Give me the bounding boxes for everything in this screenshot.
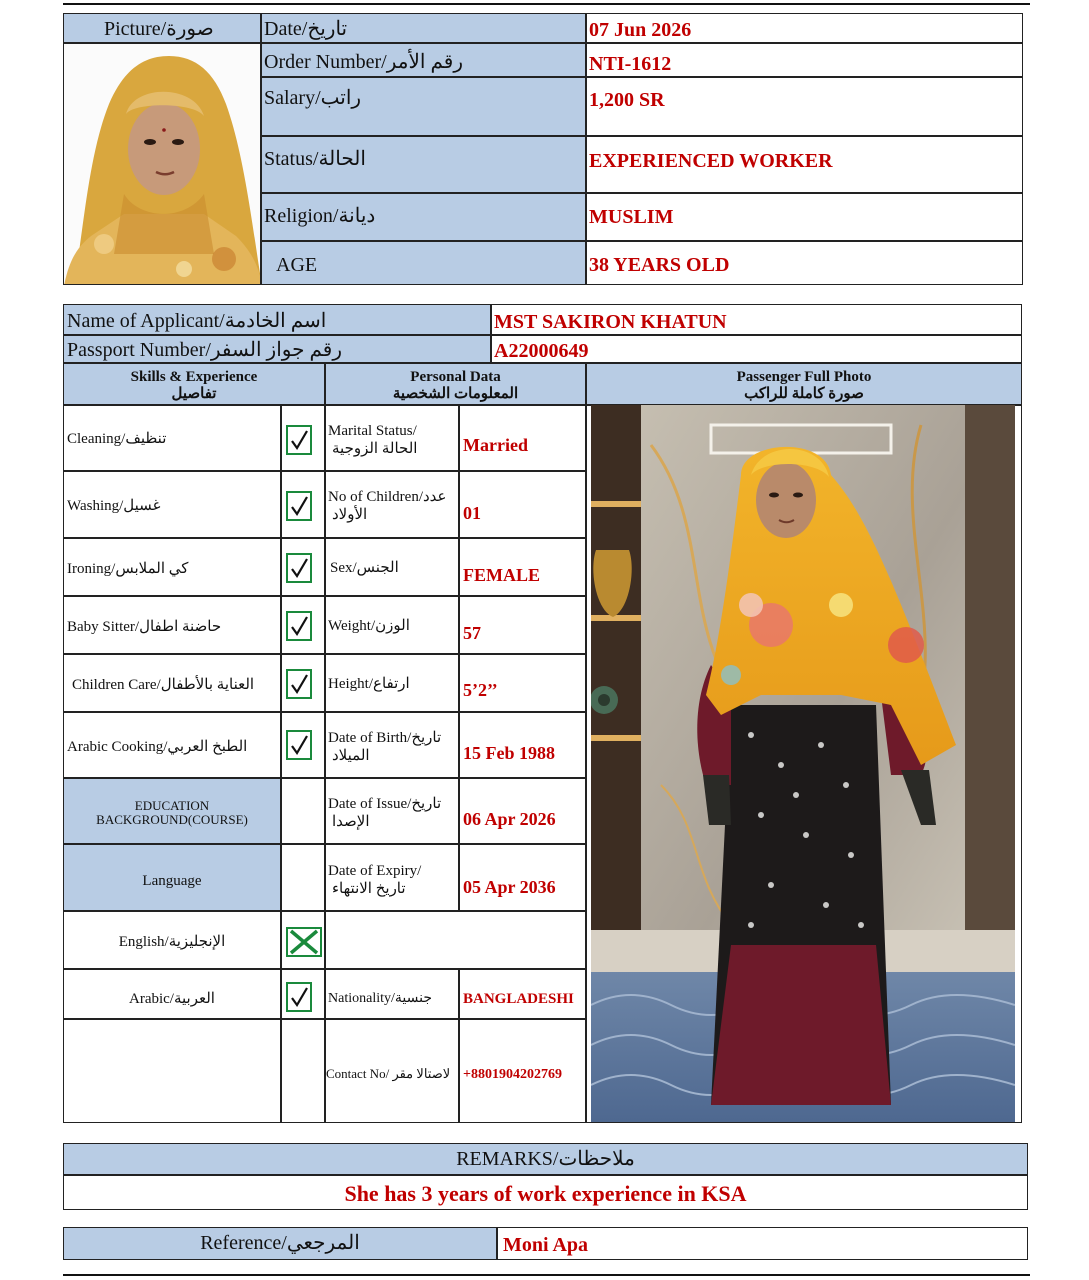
checkbox-crossed[interactable] — [286, 927, 322, 957]
personal-label-issue — [325, 778, 459, 844]
date-of-issue-value: 06 Apr 2026 — [463, 809, 556, 829]
status-label: Status/الحالة — [264, 148, 366, 170]
skills-subtitle: تفاصيل — [171, 386, 217, 403]
check-mark-icon — [288, 493, 310, 519]
personal-value-marital — [459, 405, 586, 471]
top-rule — [63, 3, 1030, 5]
religion-label: Religion/ديانة — [264, 205, 376, 227]
checkbox-checked[interactable] — [286, 730, 312, 760]
date-of-expiry-label: Date of Expiry/ — [328, 863, 422, 879]
skills-empty-check-cell — [281, 1019, 325, 1123]
status-value: EXPERIENCED WORKER — [589, 150, 833, 172]
remarks-text: She has 3 years of work experience in KSA — [344, 1181, 747, 1206]
personal-label-sex — [325, 538, 459, 596]
checkbox-checked[interactable] — [286, 491, 312, 521]
passport-number-value: A22000649 — [494, 340, 589, 362]
order-number-value: NTI-1612 — [589, 53, 672, 75]
education-check-cell — [281, 778, 325, 844]
personal-label-dob — [325, 712, 459, 778]
skill-row-washing — [63, 471, 281, 538]
skill-label: Ironing/كي الملابس — [67, 561, 189, 577]
skill-row-children-care — [63, 654, 281, 712]
language-check-cell — [281, 911, 325, 969]
portrait-illustration — [64, 44, 261, 285]
language-check-cell — [281, 969, 325, 1019]
date-of-issue-label: Date of Issue/تاريخ — [328, 796, 442, 812]
nationality-value: BANGLADESHI — [463, 991, 574, 1007]
skill-label: Children Care/العناية بالأطفال — [72, 677, 255, 693]
language-row-arabic — [63, 969, 281, 1019]
personal-label-contact — [325, 1019, 459, 1123]
personal-value-dob — [459, 712, 586, 778]
date-label: Date/تاريخ — [264, 18, 348, 40]
age-label-cell — [261, 241, 586, 285]
personal-label-marital — [325, 405, 459, 471]
skills-empty-cell — [63, 1019, 281, 1123]
skill-check-cell — [281, 405, 325, 471]
marital-status-label-ar: الحالة الزوجية — [332, 441, 418, 457]
applicant-name-label: Name of Applicant/اسم الخادمة — [67, 310, 327, 332]
date-of-issue-label-ar: الإصدا — [332, 814, 370, 830]
date-of-expiry-label-ar: تاريخ الانتهاء — [332, 881, 406, 897]
cross-mark-icon — [288, 929, 320, 955]
sex-label: Sex/الجنس — [330, 560, 399, 576]
personal-label-weight — [325, 596, 459, 654]
photo-subtitle: صورة كاملة للراكب — [744, 386, 864, 403]
children-label-ar: الأولاد — [332, 507, 368, 523]
checkbox-checked[interactable] — [286, 553, 312, 583]
date-of-birth-label-ar: الميلاد — [332, 748, 370, 764]
reference-value: Moni Apa — [503, 1234, 589, 1256]
contact-value: +8801904202769 — [463, 1067, 562, 1082]
salary-value-cell — [586, 77, 1023, 136]
skills-header — [63, 363, 325, 405]
reference-value-cell — [497, 1227, 1028, 1260]
sex-value: FEMALE — [463, 565, 541, 585]
personal-title: Personal Data — [410, 369, 501, 385]
religion-value-cell — [586, 193, 1023, 241]
applicant-name-value: MST SAKIRON KHATUN — [494, 311, 727, 333]
checkbox-checked[interactable] — [286, 982, 312, 1012]
skill-label: Baby Sitter/حاضنة اطفال — [67, 619, 222, 635]
date-label-cell — [261, 13, 586, 43]
salary-label: Salary/راتب — [264, 87, 362, 109]
personal-value-expiry — [459, 844, 586, 911]
remarks-label: REMARKS/ملاحظات — [456, 1148, 635, 1170]
passenger-full-photo — [591, 405, 1015, 1122]
contact-label: Contact No/ لاصتالا مقر — [326, 1066, 451, 1081]
religion-value: MUSLIM — [589, 206, 674, 228]
date-of-birth-label: Date of Birth/تاريخ — [328, 730, 442, 746]
personal-subtitle: المعلومات الشخصية — [392, 386, 519, 403]
picture-label-cell — [63, 13, 261, 43]
age-value: 38 YEARS OLD — [589, 254, 730, 276]
check-mark-icon — [288, 732, 310, 758]
check-mark-icon — [288, 671, 310, 697]
passport-value-cell — [491, 335, 1022, 363]
marital-status-label: Marital Status/ — [328, 423, 417, 439]
check-mark-icon — [288, 984, 310, 1010]
personal-label-height — [325, 654, 459, 712]
portrait-photo — [63, 43, 261, 285]
skill-label: Washing/غسيل — [67, 498, 161, 514]
reference-label-cell — [63, 1227, 497, 1260]
applicant-name-value-cell — [491, 304, 1022, 335]
check-mark-icon — [288, 555, 310, 581]
photo-title: Passenger Full Photo — [736, 369, 872, 385]
language-cell — [63, 844, 281, 911]
bottom-rule — [63, 1274, 1030, 1276]
check-mark-icon — [288, 427, 310, 453]
skill-check-cell — [281, 654, 325, 712]
status-label-cell — [261, 136, 586, 193]
checkbox-checked[interactable] — [286, 611, 312, 641]
applicant-name-label-cell — [63, 304, 491, 335]
height-label: Height/ارتفاع — [328, 676, 410, 692]
passport-number-label: Passport Number/رقم جواز السفر — [67, 339, 342, 361]
personal-value-height — [459, 654, 586, 712]
date-value: 07 Jun 2026 — [589, 19, 692, 41]
nationality-label: Nationality/جنسية — [328, 991, 432, 1006]
personal-value-children — [459, 471, 586, 538]
education-label: EDUCATION — [134, 798, 210, 813]
children-value: 01 — [463, 503, 481, 523]
check-mark-icon — [288, 613, 310, 639]
personal-value-contact — [459, 1019, 586, 1123]
skill-row-ironing — [63, 538, 281, 596]
picture-label: Picture/صورة — [104, 18, 214, 40]
date-value-cell — [586, 13, 1023, 43]
personal-value-nationality — [459, 969, 586, 1019]
reference-label: Reference/المرجعي — [200, 1232, 360, 1254]
status-value-cell — [586, 136, 1023, 193]
personal-label-expiry — [325, 844, 459, 911]
age-value-cell — [586, 241, 1023, 285]
checkbox-checked[interactable] — [286, 425, 312, 455]
salary-label-cell — [261, 77, 586, 136]
order-number-label: Order Number/رقم الأمر — [264, 51, 463, 73]
children-label: No of Children/عدد — [328, 489, 447, 505]
age-label: AGE — [276, 254, 318, 276]
education-label-2: BACKGROUND(COURSE) — [96, 812, 248, 828]
personal-empty-row — [325, 911, 586, 969]
language-item-label: English/الإنجليزية — [118, 934, 226, 950]
weight-value: 57 — [463, 623, 481, 643]
religion-label-cell — [261, 193, 586, 241]
skills-title: Skills & Experience — [130, 369, 258, 385]
remarks-label-cell — [63, 1143, 1028, 1175]
language-label: Language — [142, 873, 202, 889]
photo-header — [586, 363, 1022, 405]
remarks-text-cell — [63, 1175, 1028, 1210]
skill-row-arabic-cooking — [63, 712, 281, 778]
language-item-label: Arabic/العربية — [129, 991, 215, 1007]
skill-label: Cleaning/تنظيف — [67, 431, 167, 447]
skill-check-cell — [281, 712, 325, 778]
education-cell — [63, 778, 281, 844]
personal-value-sex — [459, 538, 586, 596]
order-label-cell — [261, 43, 586, 77]
personal-header — [325, 363, 586, 405]
skill-label: Arabic Cooking/الطبخ العربي — [67, 739, 248, 755]
date-of-expiry-value: 05 Apr 2036 — [463, 877, 556, 897]
skill-check-cell — [281, 596, 325, 654]
checkbox-checked[interactable] — [286, 669, 312, 699]
height-value: 5’2’’ — [463, 680, 498, 700]
salary-value: 1,200 SR — [589, 89, 665, 111]
passport-label-cell — [63, 335, 491, 363]
personal-label-children — [325, 471, 459, 538]
full-photo-illustration — [591, 405, 1015, 1122]
language-check-cell — [281, 844, 325, 911]
weight-label: Weight/الوزن — [328, 618, 410, 634]
language-row-english — [63, 911, 281, 969]
date-of-birth-value: 15 Feb 1988 — [463, 743, 555, 763]
skill-check-cell — [281, 471, 325, 538]
skill-row-baby-sitter — [63, 596, 281, 654]
marital-status-value: Married — [463, 435, 528, 455]
personal-label-nationality — [325, 969, 459, 1019]
personal-value-weight — [459, 596, 586, 654]
order-value-cell — [586, 43, 1023, 77]
skill-check-cell — [281, 538, 325, 596]
personal-value-issue — [459, 778, 586, 844]
skill-row-cleaning — [63, 405, 281, 471]
